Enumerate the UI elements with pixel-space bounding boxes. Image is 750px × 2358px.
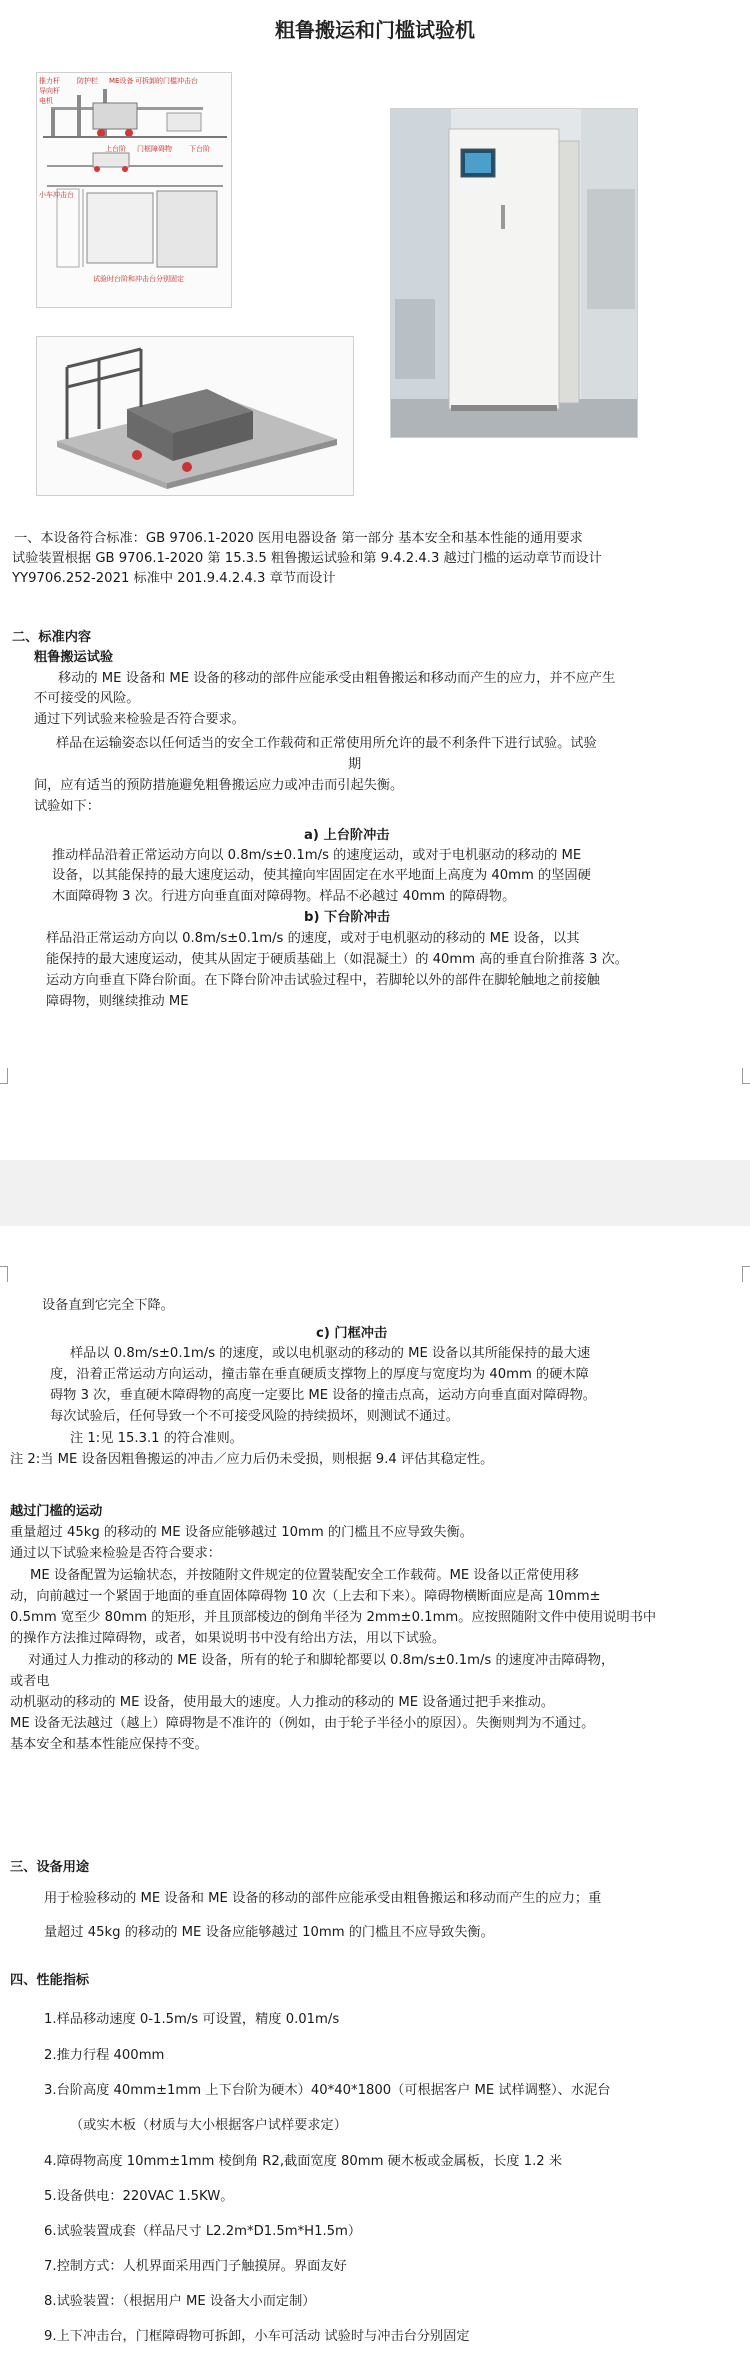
paragraph-line: 期 <box>348 757 362 772</box>
machine-photo <box>390 108 638 438</box>
page-corner-mark <box>742 1266 750 1282</box>
spec-item: 4.障碍物高度 10mm±1mm 棱倒角 R2,截面宽度 80mm 硬木板或金属板，长度 1.2 米 <box>44 2154 563 2169</box>
paragraph-line: 障碍物，则继续推动 ME <box>46 994 189 1009</box>
fig-label-guard-rail: 防护栏 <box>77 77 98 85</box>
paragraph-line: 试验如下： <box>34 799 100 814</box>
fig-label-up-step: 上台阶 <box>105 145 126 153</box>
fig-caption: 试验时台阶和冲击台分别固定 <box>93 275 184 283</box>
fig-label-push-rod: 推力杆 <box>39 77 60 85</box>
paragraph-line: 度，沿着正常运动方向运动，撞击靠在垂直硬质支撑物上的厚度与宽度均为 40mm 的硬木障 <box>50 1367 589 1382</box>
paragraph-line: 通过下列试验来检验是否符合要求。 <box>34 712 245 727</box>
fig-label-removable-threshold: 可拆卸的门槛冲击台 <box>135 77 198 85</box>
standard-line-3: YY9706.252-2021 标准中 201.9.4.2.4.3 章节而设计 <box>12 571 336 586</box>
subheading-door-frame-impact: c) 门框冲击 <box>316 1326 388 1341</box>
spec-item: 5.设备供电：220VAC 1.5KW。 <box>44 2189 234 2204</box>
spec-item: 1.样品移动速度 0-1.5m/s 可设置，精度 0.01m/s <box>44 2012 340 2027</box>
document-page-2 <box>0 1226 750 2358</box>
section-heading-specs: 四、性能指标 <box>10 1973 90 1988</box>
fig-label-motor: 电机 <box>39 97 53 105</box>
spec-item: 6.试验装置成套（样品尺寸 L2.2m*D1.5m*H1.5m） <box>44 2224 362 2239</box>
render-drawing <box>37 337 354 496</box>
page-corner-mark <box>0 1068 8 1084</box>
paragraph-line: 重量超过 45kg 的移动的 ME 设备应能够越过 10mm 的门槛且不应导致失衡。 <box>10 1525 473 1540</box>
spec-item: 9.上下冲击台，门框障碍物可拆卸，小车可活动 试验时与冲击台分别固定 <box>44 2329 470 2344</box>
apparatus-3d-render <box>36 336 354 496</box>
paragraph-line: 每次试验后，任何导致一个不可接受风险的持续损坏，则测试不通过。 <box>50 1409 459 1424</box>
paragraph-line: 动，向前越过一个紧固于地面的垂直固体障碍物 10 次（上去和下来）。障碍物横断面应是高 10mm± <box>10 1589 601 1604</box>
paragraph-line: 对通过人力推动的移动的 ME 设备，所有的轮子和脚轮都要以 0.8m/s±0.1m/s 的速度冲击障碍物， <box>28 1653 615 1668</box>
fig-label-me-device: ME设备 <box>109 77 134 85</box>
section-heading-purpose: 三、设备用途 <box>10 1860 90 1875</box>
paragraph-line: 基本安全和基本性能应保持不变。 <box>10 1737 208 1752</box>
page-corner-mark <box>0 1266 8 1282</box>
subheading-down-step-impact: b) 下台阶冲击 <box>304 910 390 925</box>
paragraph-line: 动机驱动的移动的 ME 设备，使用最大的速度。人力推动的移动的 ME 设备通过把手来推动。 <box>10 1695 555 1710</box>
photo-drawing <box>391 109 638 438</box>
paragraph-line: 设备直到它完全下降。 <box>42 1298 174 1313</box>
paragraph-line: 或者电 <box>10 1674 50 1689</box>
page-separator <box>0 1160 750 1226</box>
paragraph-line: 注 2:当 ME 设备因粗鲁搬运的冲击／应力后仍未受损，则根据 9.4 评估其稳定性。 <box>10 1452 494 1467</box>
standard-line-1: 一、本设备符合标准：GB 9706.1-2020 医用电器设备 第一部分 基本安全和基本性能的通用要求 <box>14 531 583 546</box>
subheading-threshold-movement: 越过门槛的运动 <box>10 1504 103 1519</box>
paragraph-line: 的操作方法推过障碍物，或者，如果说明书中没有给出方法，用以下试验。 <box>10 1631 446 1646</box>
paragraph-line: 能保持的最大速度运动，使其从固定于硬质基础上（如混凝土）的 40mm 高的垂直台阶推落 3 次。 <box>46 952 628 967</box>
subheading-up-step-impact: a) 上台阶冲击 <box>304 828 390 843</box>
paragraph-line: 样品在运输姿态以任何适当的安全工作载荷和正常使用所允许的最不利条件下进行试验。试验 <box>56 736 597 751</box>
paragraph-line: ME 设备无法越过（越上）障碍物是不准许的（例如，由于轮子半径小的原因）。失衡则判为不通过。 <box>10 1716 595 1731</box>
spec-item: 3.台阶高度 40mm±1mm 上下台阶为硬木）40*40*1800（可根据客户 ME 试样调整）、水泥台 <box>44 2083 611 2098</box>
subheading-rough-handling: 粗鲁搬运试验 <box>34 650 114 665</box>
fig-label-cart-platform: 小车冲击台 <box>39 191 74 199</box>
paragraph-line: 设备，以其能保持的最大速度运动，使其撞向牢固固定在水平地面上高度为 40mm 的坚固硬 <box>52 868 591 883</box>
paragraph-line: 移动的 ME 设备和 ME 设备的移动的部件应能承受由粗鲁搬运和移动而产生的应力，并不应产生 <box>58 671 616 686</box>
spec-item: 2.推力行程 400mm <box>44 2048 165 2063</box>
document-title: 粗鲁搬运和门槛试验机 <box>275 18 475 42</box>
paragraph-line: 不可接受的风险。 <box>34 691 140 706</box>
paragraph-line: 样品以 0.8m/s±0.1m/s 的速度，或以电机驱动的移动的 ME 设备以其所能保持的最大速 <box>70 1346 591 1361</box>
paragraph-line: 样品沿正常运动方向以 0.8m/s±0.1m/s 的速度，或对于电机驱动的移动的 ME 设备，以其 <box>46 931 580 946</box>
paragraph-line: 0.5mm 宽至少 80mm 的矩形，并且顶部棱边的倒角半径为 2mm±0.1mm。应按照随附文件中使用说明书中 <box>10 1610 657 1625</box>
spec-item: （或实木板（材质与大小根据客户试样要求定） <box>70 2118 347 2133</box>
paragraph-line: ME 设备配置为运输状态，并按随附文件规定的位置装配安全工作载荷。ME 设备以正常使用移 <box>30 1568 579 1583</box>
paragraph-line: 注 1:见 15.3.1 的符合准则。 <box>70 1431 243 1446</box>
spec-item: 7.控制方式：人机界面采用西门子触摸屏。界面友好 <box>44 2259 347 2274</box>
fig-label-guide-rod: 导向杆 <box>39 87 60 95</box>
standard-line-2: 试验装置根据 GB 9706.1-2020 第 15.3.5 粗鲁搬运试验和第 9.4.2.4.3 越过门槛的运动章节而设计 <box>12 551 602 566</box>
fig-label-down-step: 下台阶 <box>189 145 210 153</box>
section-heading-standard-content: 二、标准内容 <box>12 630 92 645</box>
fig-label-door-frame: 门框障碍物 <box>137 145 172 153</box>
paragraph-line: 运动方向垂直下降台阶面。在下降台阶冲击试验过程中，若脚轮以外的部件在脚轮触地之前接触 <box>46 973 600 988</box>
paragraph-line: 推动样品沿着正常运动方向以 0.8m/s±0.1m/s 的速度运动，或对于电机驱动的移动的 ME <box>52 848 582 863</box>
paragraph-line: 用于检验移动的 ME 设备和 ME 设备的移动的部件应能承受由粗鲁搬运和移动而产生的应力；重 <box>44 1891 602 1906</box>
paragraph-line: 碍物 3 次，垂直硬木障碍物的高度一定要比 ME 设备的撞击点高，运动方向垂直面对障碍物。 <box>50 1388 596 1403</box>
paragraph-line: 间，应有适当的预防措施避免粗鲁搬运应力或冲击而引起失衡。 <box>34 778 404 793</box>
paragraph-line: 通过以下试验来检验是否符合要求： <box>10 1546 221 1561</box>
spec-item: 8.试验装置：（根据用户 ME 设备大小而定制） <box>44 2294 316 2309</box>
schematic-diagram <box>36 72 232 308</box>
paragraph-line: 量超过 45kg 的移动的 ME 设备应能够越过 10mm 的门槛且不应导致失衡。 <box>44 1925 494 1940</box>
document-page-1 <box>0 0 750 1160</box>
paragraph-line: 木面障碍物 3 次。行进方向垂直面对障碍物。样品不必越过 40mm 的障碍物。 <box>52 889 516 904</box>
page-corner-mark <box>742 1068 750 1084</box>
